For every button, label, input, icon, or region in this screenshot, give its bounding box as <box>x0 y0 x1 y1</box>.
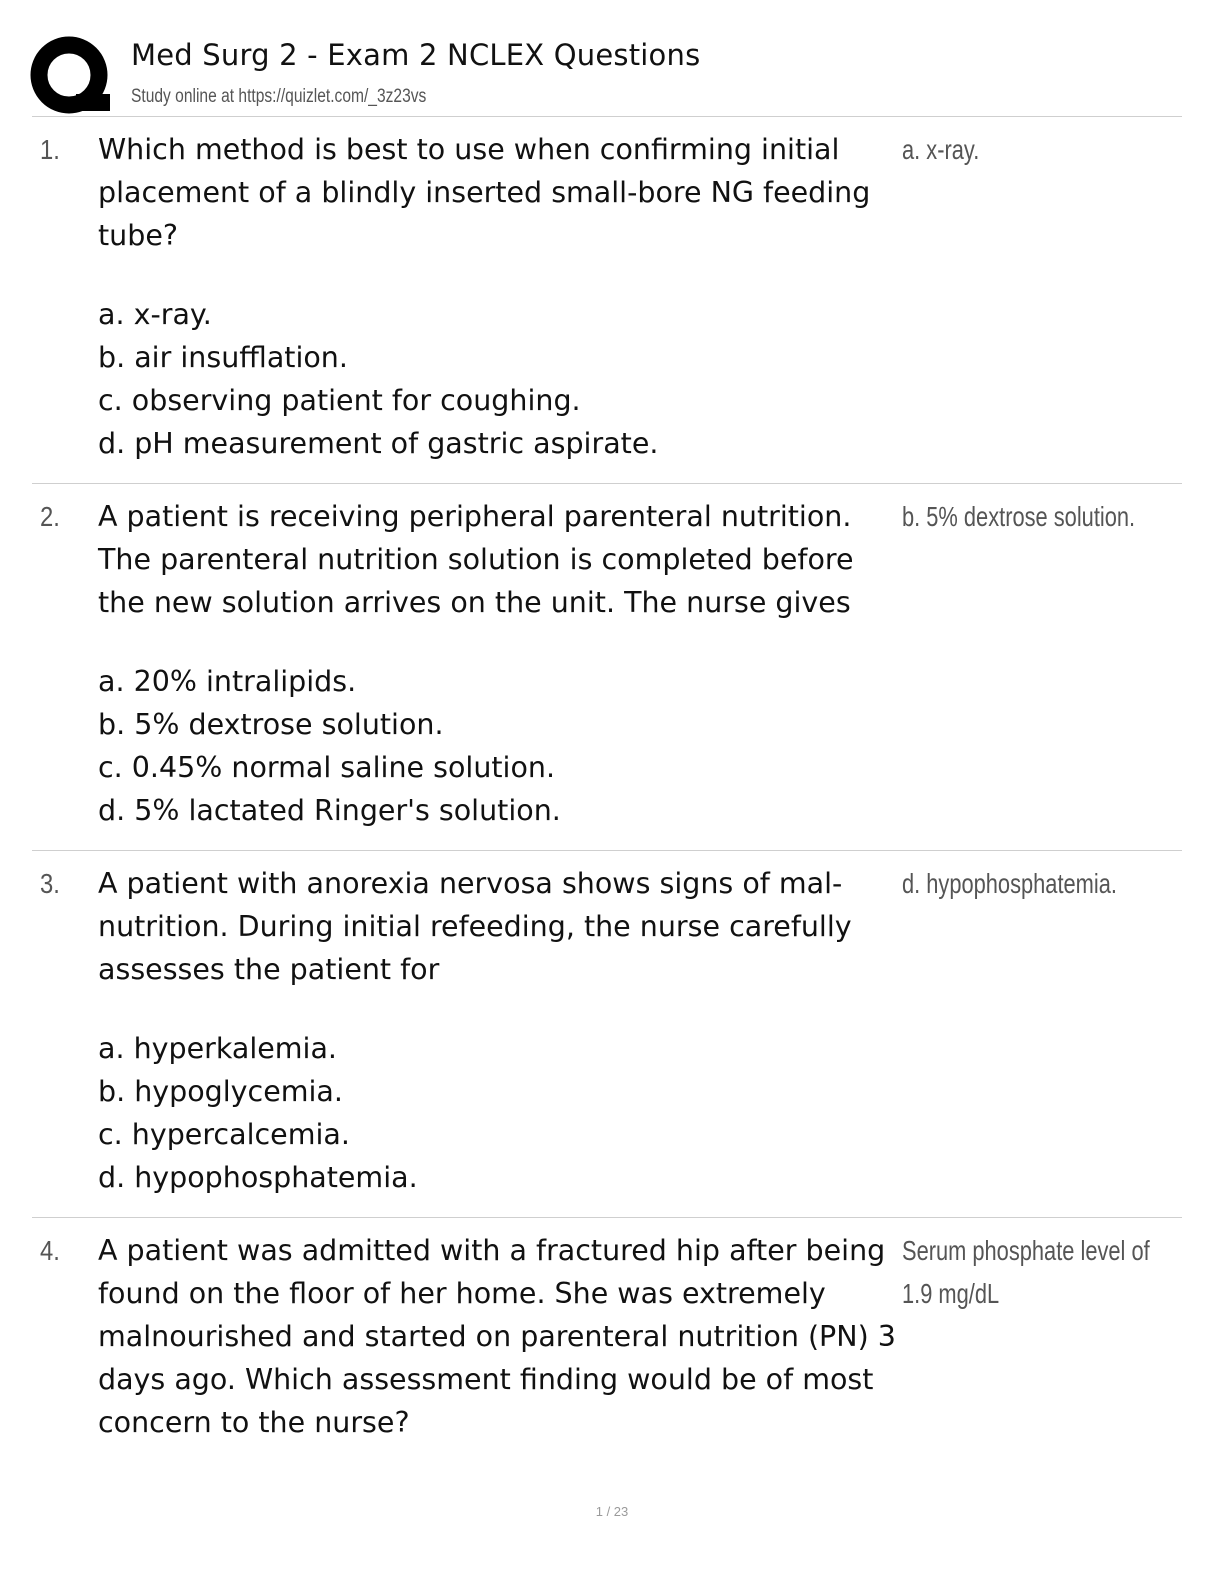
answer-text: d. hypophosphatemia. <box>902 868 1117 899</box>
divider <box>32 483 1182 484</box>
option-item: d. pH measurement of gastric aspirate. <box>98 427 659 460</box>
option-list <box>98 660 898 832</box>
question-body <box>98 128 898 465</box>
divider <box>32 850 1182 851</box>
answer-text: Serum phosphate level of 1.9 mg/dL <box>902 1235 1150 1309</box>
question-item <box>32 128 1182 480</box>
option-item: b. hypoglycemia. <box>98 1075 343 1108</box>
option-item: d. 5% lactated Ringer's solution. <box>98 794 561 827</box>
document-title: Med Surg 2 - Exam 2 NCLEX Questions <box>131 38 701 72</box>
answer-text: a. x-ray. <box>902 134 980 165</box>
question-number: 4. <box>40 1235 60 1266</box>
divider <box>32 1217 1182 1218</box>
document-header <box>30 30 1182 116</box>
page-number: 1 / 23 <box>595 1504 629 1519</box>
quizlet-logo-icon <box>30 36 112 118</box>
option-item: b. air insufflation. <box>98 341 348 374</box>
question-number: 1. <box>40 134 60 165</box>
option-item: c. hypercalcemia. <box>98 1118 350 1151</box>
question-body <box>98 862 898 1199</box>
option-list <box>98 293 898 465</box>
option-item: d. hypophosphatemia. <box>98 1161 418 1194</box>
question-text: Which method is best to use when confirming initial placement of a blindly inserted small-bore NG feeding tube? <box>98 133 871 252</box>
answer-text: b. 5% dextrose solution. <box>902 501 1136 532</box>
document-subtitle: Study online at https://quizlet.com/_3z23vs <box>131 86 427 107</box>
question-item <box>32 495 1182 847</box>
option-item: a. 20% intralipids. <box>98 665 357 698</box>
option-item: a. x-ray. <box>98 298 212 331</box>
option-item: a. hyperkalemia. <box>98 1032 337 1065</box>
option-item: c. observing patient for coughing. <box>98 384 581 417</box>
question-text: A patient is receiving peripheral parenteral nutrition. The parenteral nutrition solution is completed before the new solution arrives on the unit. The nurse gives <box>98 500 854 619</box>
question-item <box>32 1229 1182 1489</box>
option-list <box>98 1027 898 1199</box>
option-item: c. 0.45% normal saline solution. <box>98 751 556 784</box>
option-item: b. 5% dextrose solution. <box>98 708 444 741</box>
question-number: 2. <box>40 501 60 532</box>
question-item <box>32 862 1182 1214</box>
question-body <box>98 495 898 832</box>
divider <box>32 116 1182 117</box>
question-text: A patient with anorexia nervosa shows signs of mal- nutrition. During initial refeeding, the nurse carefully assesses the patient for <box>98 867 852 986</box>
question-body <box>98 1229 898 1444</box>
question-number: 3. <box>40 868 60 899</box>
question-text: A patient was admitted with a fractured hip after being found on the floor of her home. She was extremely malnourished and started on parenteral nutrition (PN) 3 days ago. Which assessment finding would be of most concern to the nurse? <box>98 1234 896 1439</box>
